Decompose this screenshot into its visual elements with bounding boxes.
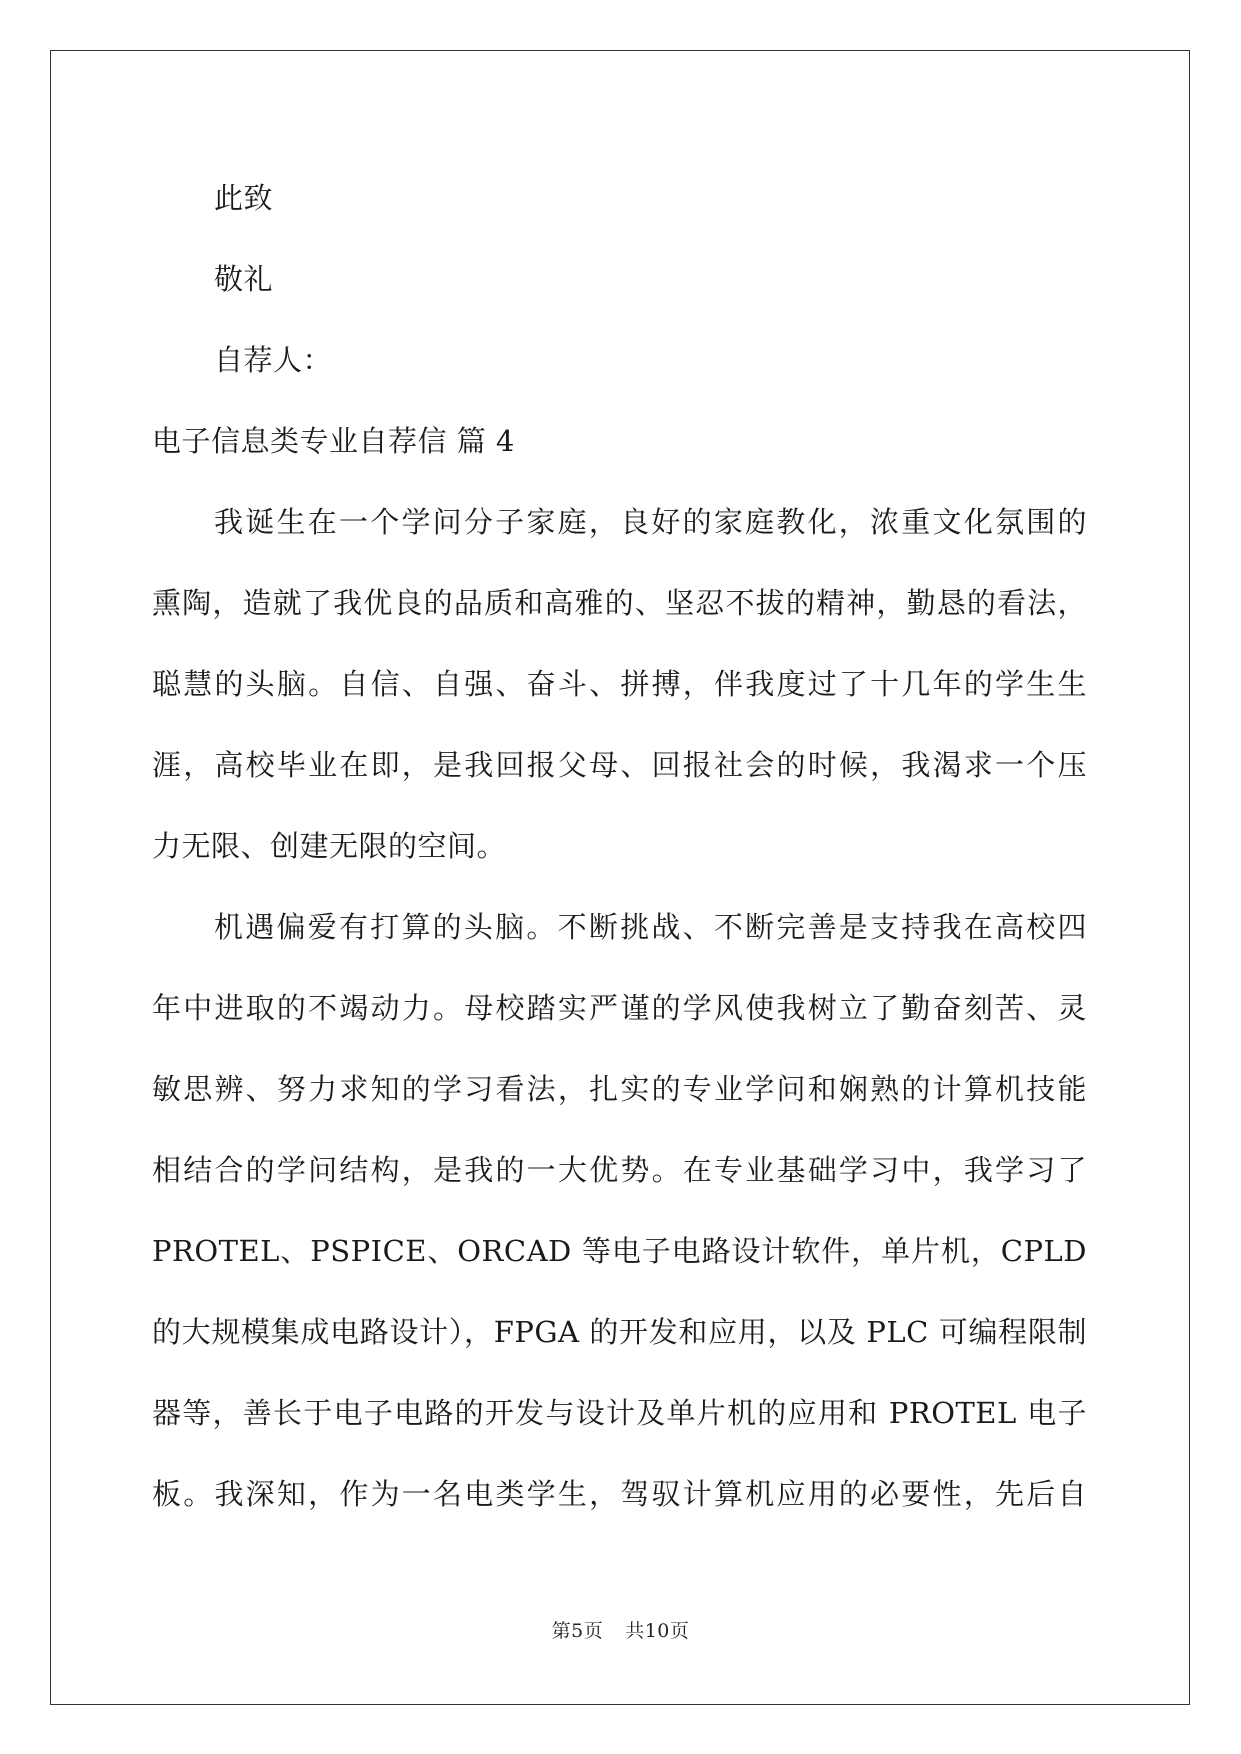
section-heading: 电子信息类专业自荐信 篇 4 — [152, 424, 515, 458]
paragraph-2 — [152, 887, 1087, 1535]
paragraph-line: 涯，高校毕业在即，是我回报父母、回报社会的时候，我渴求一个压 — [152, 748, 1087, 782]
closing-regards: 敬礼 — [214, 262, 274, 296]
closing-signature: 自荐人： — [214, 343, 333, 377]
paragraph-line: 板。我深知，作为一名电类学生，驾驭计算机应用的必要性，先后自 — [152, 1477, 1087, 1511]
document-body — [152, 158, 1087, 1535]
paragraph-line: PROTEL、PSPICE、ORCAD 等电子电路设计软件，单片机，CPLD — [152, 1234, 1087, 1268]
paragraph-line: 聪慧的头脑。自信、自强、奋斗、拼搏，伴我度过了十几年的学生生 — [152, 667, 1087, 701]
page-number-current: 第5页 — [551, 1620, 604, 1642]
paragraph-line: 我诞生在一个学问分子家庭，良好的家庭教化，浓重文化氛围的 — [214, 505, 1087, 539]
paragraph-line: 力无限、创建无限的空间。 — [152, 829, 507, 863]
page-footer — [0, 1616, 1241, 1643]
paragraph-line: 相结合的学问结构，是我的一大优势。在专业基础学习中，我学习了 — [152, 1153, 1087, 1187]
paragraph-line: 熏陶，造就了我优良的品质和高雅的、坚忍不拔的精神，勤恳的看法， — [152, 586, 1087, 620]
paragraph-line: 年中进取的不竭动力。母校踏实严谨的学风使我树立了勤奋刻苦、灵 — [152, 991, 1087, 1025]
page-number-total: 共10页 — [625, 1620, 690, 1642]
paragraph-line: 的大规模集成电路设计），FPGA 的开发和应用，以及 PLC 可编程限制 — [152, 1315, 1087, 1349]
paragraph-line: 机遇偏爱有打算的头脑。不断挑战、不断完善是支持我在高校四 — [214, 910, 1087, 944]
paragraph-line: 敏思辨、努力求知的学习看法，扎实的专业学问和娴熟的计算机技能 — [152, 1072, 1087, 1106]
closing-salutation: 此致 — [214, 181, 274, 215]
paragraph-1 — [152, 482, 1087, 887]
paragraph-line: 器等，善长于电子电路的开发与设计及单片机的应用和 PROTEL 电子 — [152, 1396, 1087, 1430]
